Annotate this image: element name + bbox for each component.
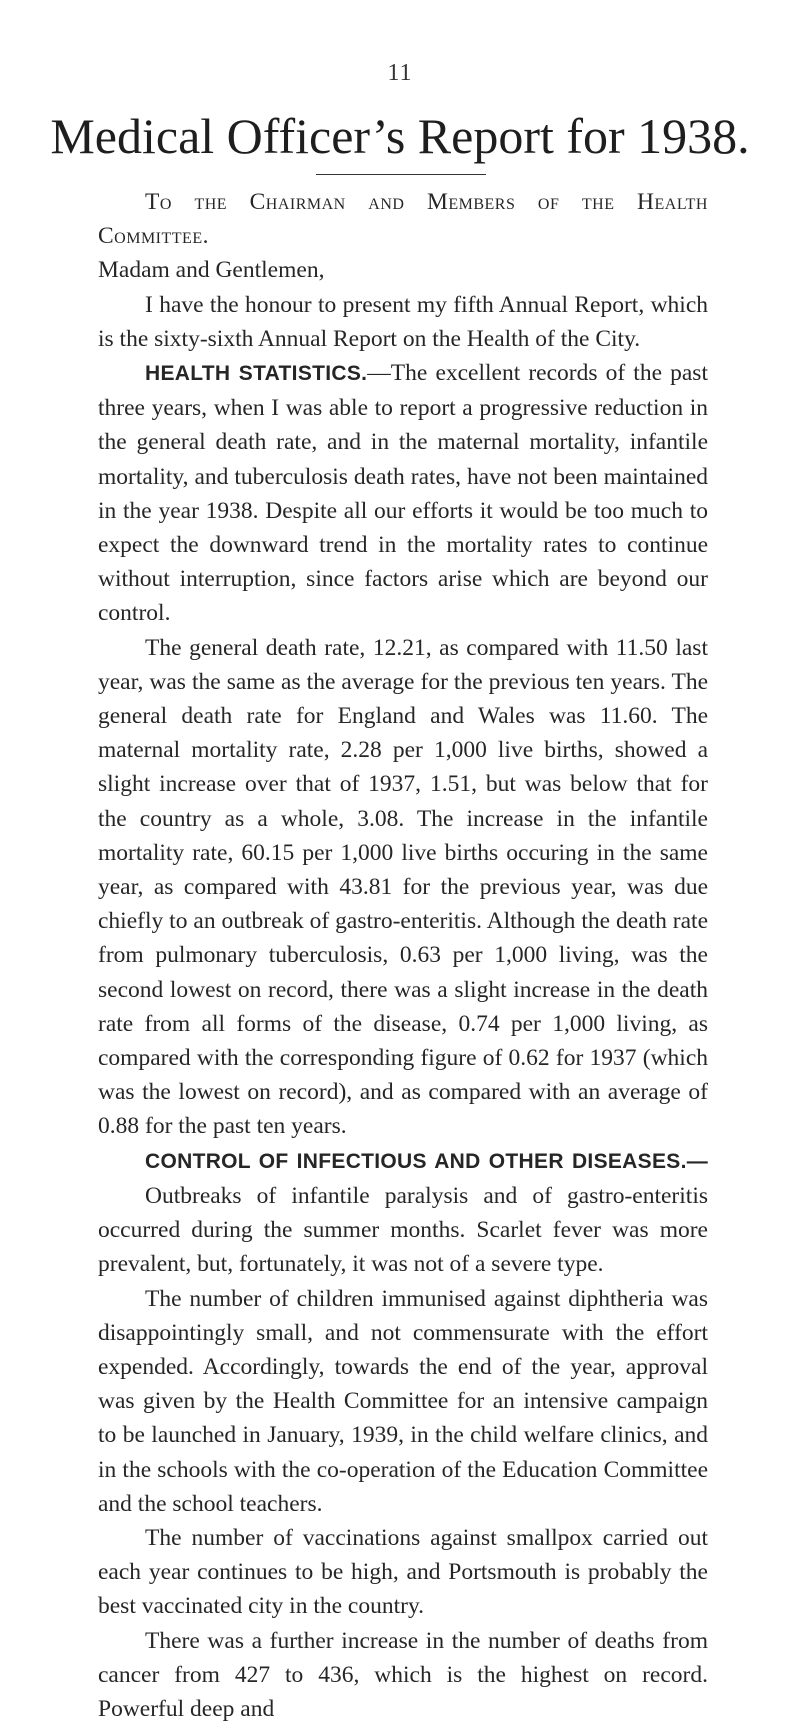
salutation: Madam and Gentlemen, [98, 257, 325, 284]
death-rates-paragraph: The general death rate, 12.21, as compared with 11.50 last year, was the same as the average for the previous ten years. The general death rate for England and Wales was 11.60. The maternal mortality rate, 2.28 per 1,000 live births, showed a slight increase over that of 1937, 1.51, but was below that for the country as a whole, 3.08. The increase in the infantile mortality rate, 60.15 per 1,000 live births occuring in the same year, as compared with 43.81 for the previous year, was due chiefly to an outbreak of gastro-enteritis. Although the death rate from pulmonary tuberculosis, 0.63 per 1,000 living, was the second lowest on record, there was a slight increase in the death rate from all forms of the disease, 0.74 per 1,000 living, as compared with the corresponding figure of 0.62 for 1937 (which was the lowest on record), and as compared with an average of 0.88 for the past ten years. [98, 634, 708, 1140]
diphtheria-paragraph: The number of children immunised against diphtheria was disappointingly small, and not commensurate with the effort expended. Accordingly, towards the end of the year, approval was given by the Health Committee for an intensive campaign to be launched in January, 1939, in the child welfare clinics, and in the schools with the co-operation of the Education Committee and the school teachers. [98, 1285, 708, 1517]
outbreaks-paragraph: Outbreaks of infantile paralysis and of gastro-enteritis occurred during the summer months. Scarlet fever was more prevalent, but, fortunately, it was not of a severe type. [98, 1182, 708, 1278]
vaccination-paragraph: The number of vaccinations against smallpox carried out each year continues to be high, and Portsmouth is probably the best vaccinated city in the country. [98, 1524, 708, 1620]
health-statistics-heading: HEALTH STATISTICS. [145, 362, 368, 386]
health-statistics-paragraph [98, 356, 708, 631]
health-statistics-text: —The excellent records of the past three years, when I was able to report a progressive reduction in the general death rate, and in the maternal mortality, infantile mortality, and tuberculosis death rates, have not been maintained in the year 1938. Despite all our efforts it would be too much to expect the downward trend in the mortality rates to continue without interruption, since factors arise which are beyond our control. [98, 360, 708, 627]
addressee-line: To the Chairman and Members of the Health Committee. [98, 189, 708, 250]
infectious-diseases-heading-line [98, 1144, 708, 1179]
title-divider [316, 174, 486, 175]
report-body [98, 185, 708, 1726]
page-title: Medical Officer’s Report for 1938. [50, 108, 750, 164]
infectious-diseases-heading: CONTROL OF INFECTIOUS AND OTHER DISEASES.— [145, 1149, 708, 1173]
page-number: 11 [387, 60, 413, 86]
cancer-paragraph: There was a further increase in the number of deaths from cancer from 427 to 436, which is the highest on record. Powerful deep and [98, 1627, 708, 1722]
intro-paragraph: I have the honour to present my fifth Annual Report, which is the sixty-sixth Annual Report on the Health of the City. [98, 291, 708, 352]
